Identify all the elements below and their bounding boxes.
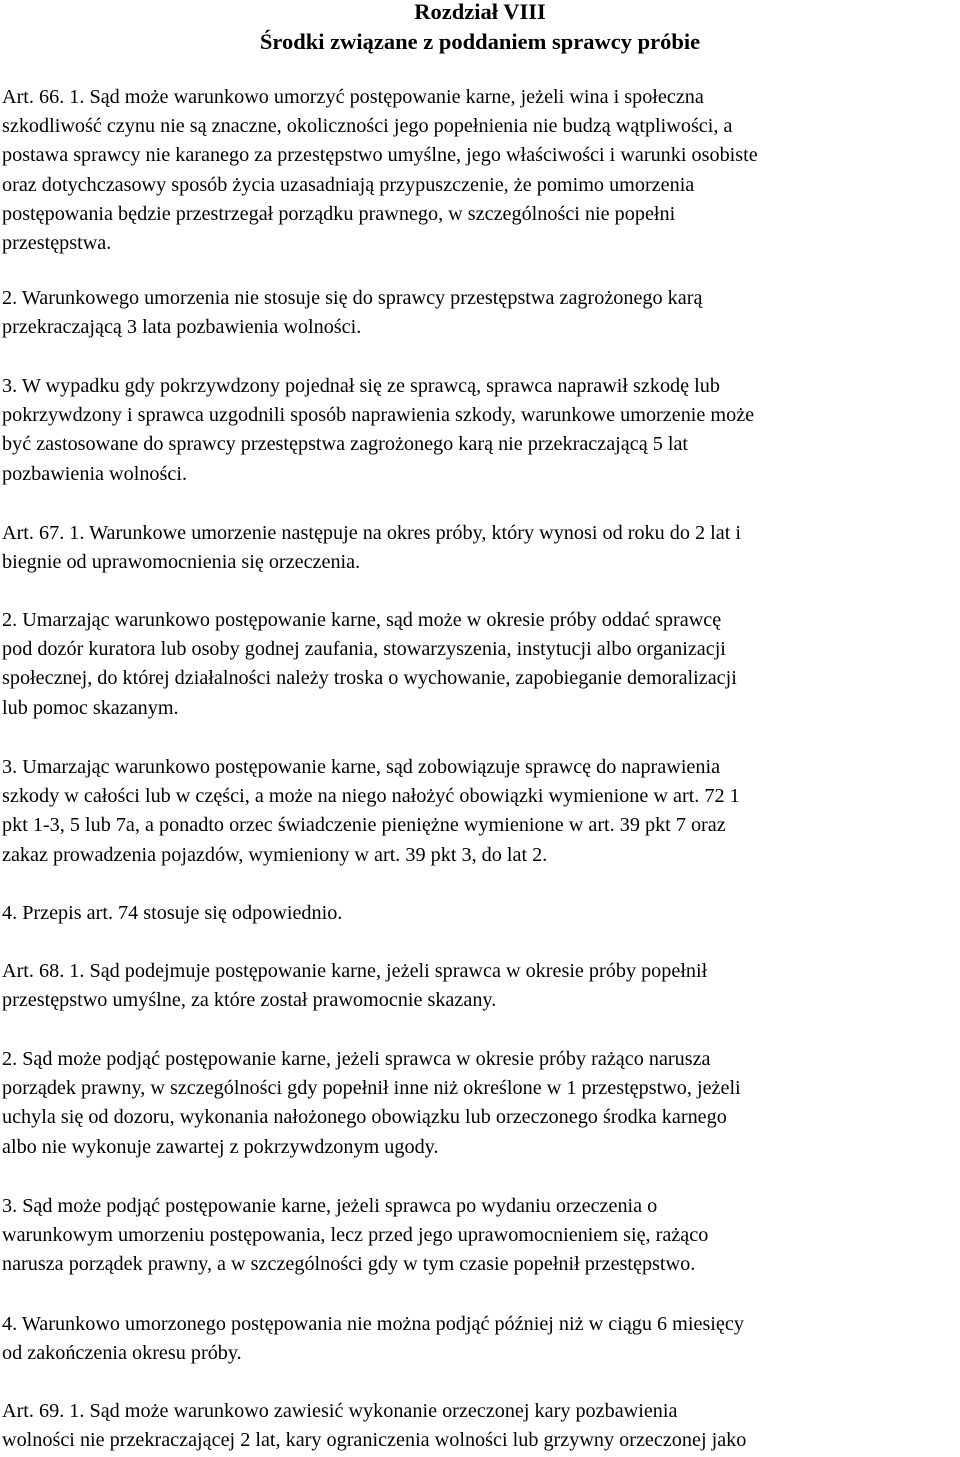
text-line: warunkowym umorzeniu postępowania, lecz przed jego uprawomocnieniem się, rażąco	[2, 1224, 709, 1247]
text-line: Art. 67. 1. Warunkowe umorzenie następuje na okres próby, który wynosi od roku do 2 lat i	[2, 522, 741, 544]
text-line: biegnie od uprawomocnienia się orzeczenia.	[2, 551, 361, 574]
text-line: oraz dotychczasowy sposób życia uzasadniają przypuszczenie, że pomimo umorzenia	[2, 173, 695, 196]
text-line: narusza porządek prawny, a w szczególności gdy w tym czasie popełnił przestępstwo.	[2, 1253, 696, 1276]
text-line: 3. Umarzając warunkowo postępowanie karne, sąd zobowiązuje sprawcę do naprawienia	[2, 756, 721, 778]
text-line: porządek prawny, w szczególności gdy popełnił inne niż określone w 1 przestępstwo, jeżeli	[2, 1077, 741, 1100]
text-line: pod dozór kuratora lub osoby godnej zaufania, stowarzyszenia, instytucji albo organizacji	[2, 638, 726, 661]
text-line: 2. Sąd może podjąć postępowanie karne, jeżeli sprawca w okresie próby rażąco narusza	[2, 1048, 711, 1070]
text-line: 3. Sąd może podjąć postępowanie karne, jeżeli sprawca po wydaniu orzeczenia o	[2, 1195, 658, 1217]
text-line: uchyla się od dozoru, wykonania nałożonego obowiązku lub orzeczonego środka karnego	[2, 1106, 727, 1129]
paragraph-art66-3	[2, 372, 958, 489]
text-line: 2. Warunkowego umorzenia nie stosuje się do sprawcy przestępstwa zagrożonego karą	[2, 287, 703, 309]
text-line: 4. Warunkowo umorzonego postępowania nie można podjąć później niż w ciągu 6 miesięcy	[2, 1313, 744, 1335]
paragraph-art68-4	[2, 1310, 958, 1368]
text-line: postawa sprawcy nie karanego za przestępstwo umyślne, jego właściwości i warunki osobiste	[2, 144, 758, 167]
text-line: wolności nie przekraczającej 2 lat, kary ograniczenia wolności lub grzywny orzeczonej jako	[2, 1429, 747, 1452]
text-line: 3. W wypadku gdy pokrzywdzony pojednał się ze sprawcą, sprawca naprawił szkodę lub	[2, 375, 720, 397]
chapter-title: Rozdział VIII	[414, 0, 546, 24]
paragraph-art68-3	[2, 1192, 958, 1280]
text-line: albo nie wykonuje zawartej z pokrzywdzonym ugody.	[2, 1135, 439, 1158]
text-line: Art. 68. 1. Sąd podejmuje postępowanie karne, jeżeli sprawca w okresie próby popełnił	[2, 960, 708, 982]
text-line: zakaz prowadzenia pojazdów, wymieniony w art. 39 pkt 3, do lat 2.	[2, 843, 548, 866]
text-line: przestępstwo umyślne, za które został prawomocnie skazany.	[2, 989, 497, 1012]
text-line: od zakończenia okresu próby.	[2, 1342, 242, 1365]
text-line: szkodliwość czynu nie są znaczne, okoliczności jego popełnienia nie budzą wątpliwości, a	[2, 115, 733, 138]
paragraph-art67-1	[2, 519, 958, 577]
text-line: postępowania będzie przestrzegał porządku prawnego, w szczególności nie popełni	[2, 202, 676, 225]
paragraph-art66-1	[2, 83, 958, 258]
text-line: pkt 1-3, 5 lub 7a, a ponadto orzec świadczenie pieniężne wymienione w art. 39 pkt 7 oraz	[2, 814, 726, 837]
paragraph-art68-2	[2, 1045, 958, 1162]
text-line: społecznej, do której działalności należy troska o wychowanie, zapobieganie demoralizacji	[2, 667, 737, 690]
text-line: przestępstwa.	[2, 232, 112, 255]
text-line: szkody w całości lub w części, a może na niego nałożyć obowiązki wymienione w art. 72 1	[2, 785, 740, 808]
text-line: 4. Przepis art. 74 stosuje się odpowiednio.	[2, 902, 343, 924]
text-line: być zastosowane do sprawcy przestępstwa zagrożonego karą nie przekraczającą 5 lat	[2, 433, 689, 456]
text-line: lub pomoc skazanym.	[2, 696, 179, 719]
chapter-subtitle: Środki związane z poddaniem sprawcy próbie	[259, 29, 701, 54]
text-line: pozbawienia wolności.	[2, 462, 187, 485]
text-line: Art. 66. 1. Sąd może warunkowo umorzyć postępowanie karne, jeżeli wina i społeczna	[2, 86, 704, 108]
paragraph-art66-2	[2, 284, 958, 342]
paragraph-art67-4	[2, 899, 958, 928]
paragraph-art69-1	[2, 1397, 958, 1455]
paragraph-art67-2	[2, 606, 958, 723]
text-line: pokrzywdzony i sprawca uzgodnili sposób naprawienia szkody, warunkowe umorzenie może	[2, 404, 755, 427]
paragraph-art68-1	[2, 957, 958, 1015]
text-line: Art. 69. 1. Sąd może warunkowo zawiesić wykonanie orzeczonej kary pozbawienia	[2, 1400, 678, 1422]
text-line: 2. Umarzając warunkowo postępowanie karne, sąd może w okresie próby oddać sprawcę	[2, 609, 722, 631]
paragraph-art67-3	[2, 753, 958, 870]
text-line: przekraczającą 3 lata pozbawienia wolności.	[2, 316, 362, 339]
